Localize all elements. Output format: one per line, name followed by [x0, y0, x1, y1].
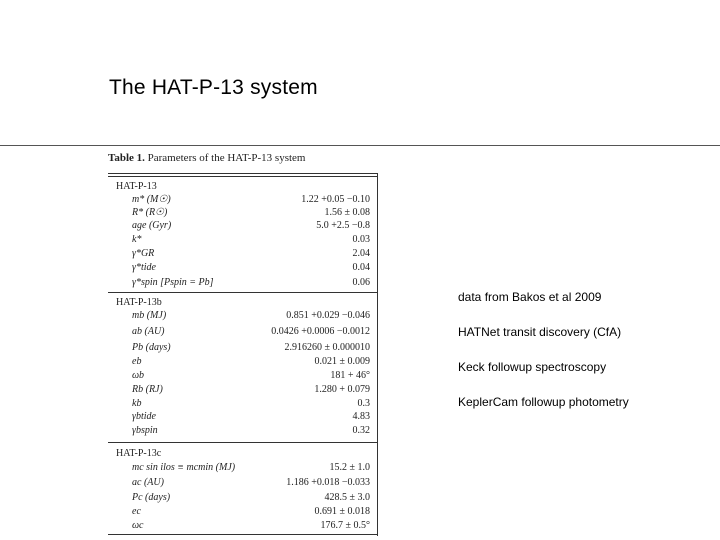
- param-label: ωb: [132, 370, 145, 381]
- param-value: 428.5 ± 3.0: [324, 492, 370, 503]
- slide-title: The HAT-P-13 system: [109, 76, 318, 99]
- table-caption: [108, 152, 306, 164]
- param-label: ab (AU): [132, 326, 165, 337]
- param-value: 1.186 +0.018 −0.033: [286, 477, 370, 488]
- param-label: ec: [132, 506, 141, 517]
- table-row: [108, 370, 370, 382]
- param-label: ac (AU): [132, 477, 164, 488]
- param-value: 0.03: [352, 234, 370, 245]
- table-row: [108, 384, 370, 396]
- table-caption-label: Table 1.: [108, 152, 145, 164]
- param-label: mb (MJ): [132, 310, 167, 321]
- param-label: R* (R☉): [132, 207, 168, 218]
- param-label: age (Gyr): [132, 220, 172, 231]
- note-data-source: data from Bakos et al 2009: [458, 290, 602, 304]
- param-label: γbtide: [132, 411, 156, 422]
- param-value: 1.22 +0.05 −0.10: [301, 194, 370, 205]
- title-divider: [0, 145, 720, 146]
- param-value: 1.56 ± 0.08: [324, 207, 370, 218]
- table-row: [108, 492, 370, 504]
- param-label: eb: [132, 356, 142, 367]
- section-title-planet-b: HAT-P-13b: [116, 297, 162, 308]
- param-value: 0.0426 +0.0006 −0.0012: [271, 326, 370, 337]
- table-row: [108, 207, 370, 219]
- table-rule-bottom: [108, 534, 378, 535]
- param-label: Pb (days): [132, 342, 171, 353]
- param-label: mc sin ilos ≡ mcmin (MJ): [132, 462, 236, 473]
- table-row: [108, 262, 370, 274]
- table-row: [108, 277, 370, 289]
- param-value: 0.06: [352, 277, 370, 288]
- table-row: [108, 398, 370, 410]
- param-label: ωc: [132, 520, 144, 531]
- table-row: [108, 194, 370, 206]
- table-row: [108, 506, 370, 518]
- param-value: 0.32: [352, 425, 370, 436]
- param-label: kb: [132, 398, 142, 409]
- param-value: 5.0 +2.5 −0.8: [316, 220, 370, 231]
- section-title-star: HAT-P-13: [116, 181, 157, 192]
- table-row: [108, 326, 370, 338]
- table-rule-top: [108, 173, 378, 174]
- section-rule: [108, 442, 378, 443]
- param-value: 2.04: [352, 248, 370, 259]
- param-label: k*: [132, 234, 142, 245]
- section-rule: [108, 292, 378, 293]
- table-row: [108, 411, 370, 423]
- param-label: Rb (RJ): [132, 384, 163, 395]
- section-title-planet-c: HAT-P-13c: [116, 448, 162, 459]
- table-row: [108, 310, 370, 322]
- param-value: 2.916260 ± 0.000010: [284, 342, 370, 353]
- param-label: γ*spin [Pspin = Pb]: [132, 277, 214, 288]
- table-row: [108, 425, 370, 437]
- table-rule-right: [377, 174, 378, 536]
- param-label: m* (M☉): [132, 194, 171, 205]
- table-row: [108, 342, 370, 354]
- table-row: [108, 520, 370, 532]
- table-row: [108, 220, 370, 232]
- param-label: γ*GR: [132, 248, 155, 259]
- table-caption-text: Parameters of the HAT-P-13 system: [147, 152, 306, 164]
- param-value: 0.021 ± 0.009: [314, 356, 370, 367]
- param-value: 176.7 ± 0.5°: [320, 520, 370, 531]
- param-value: 4.83: [352, 411, 370, 422]
- table-rule-top-2: [108, 176, 378, 177]
- table-row: [108, 356, 370, 368]
- param-label: γbspin: [132, 425, 158, 436]
- note-photometry: KeplerCam followup photometry: [458, 395, 629, 409]
- table-row: [108, 462, 370, 474]
- param-value: 0.851 +0.029 −0.046: [286, 310, 370, 321]
- param-value: 0.691 ± 0.018: [314, 506, 370, 517]
- param-value: 0.3: [357, 398, 370, 409]
- table-row: [108, 234, 370, 246]
- param-label: Pc (days): [132, 492, 171, 503]
- param-value: 15.2 ± 1.0: [329, 462, 370, 473]
- param-value: 181 + 46°: [330, 370, 370, 381]
- note-spectroscopy: Keck followup spectroscopy: [458, 360, 607, 374]
- table-row: [108, 248, 370, 260]
- param-value: 1.280 + 0.079: [314, 384, 370, 395]
- param-value: 0.04: [352, 262, 370, 273]
- note-transit-discovery: HATNet transit discovery (CfA): [458, 325, 622, 339]
- table-row: [108, 477, 370, 489]
- param-label: γ*tide: [132, 262, 156, 273]
- parameters-table: [108, 152, 380, 532]
